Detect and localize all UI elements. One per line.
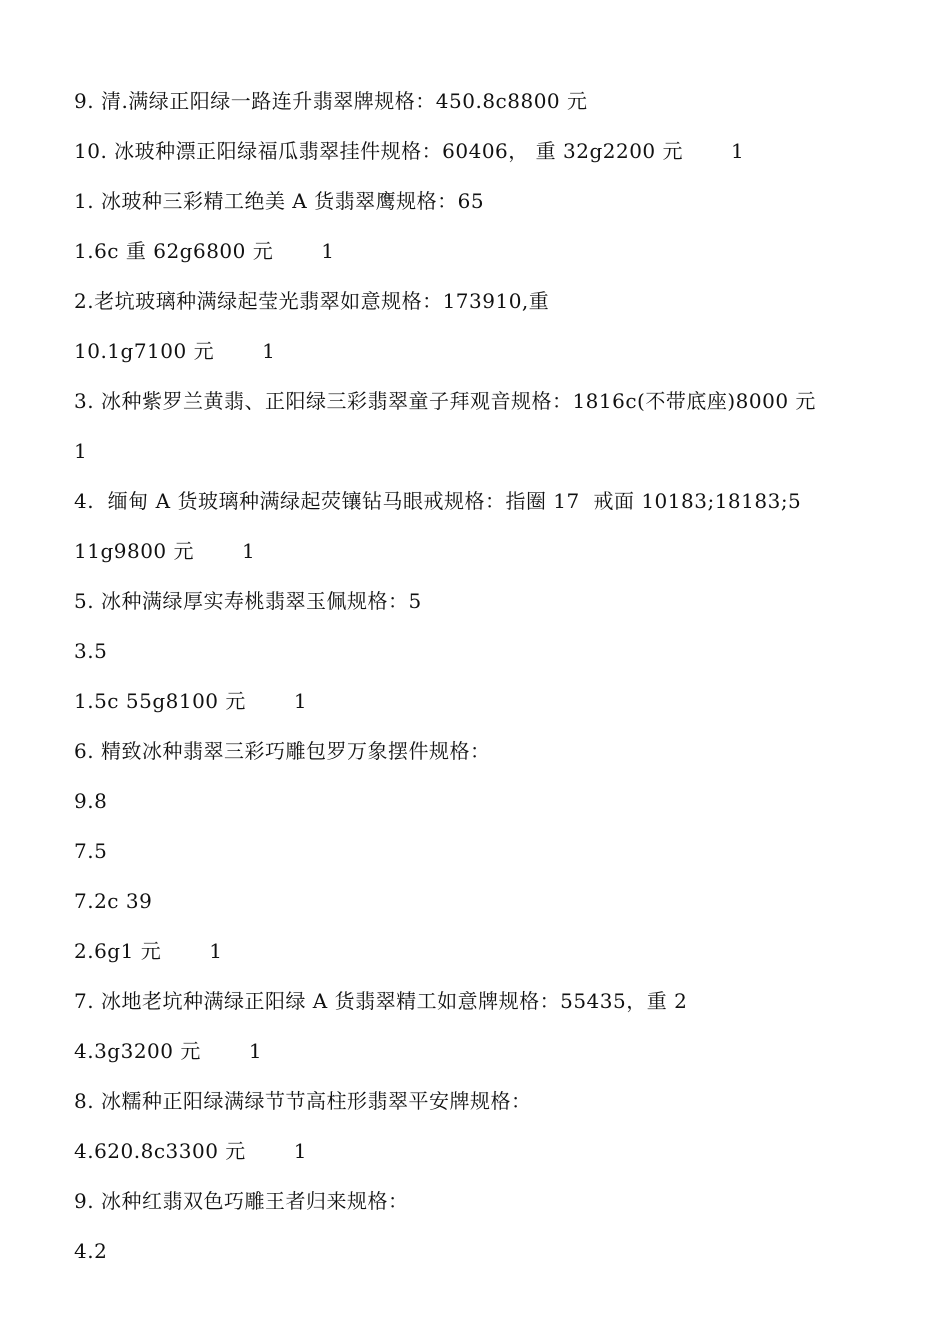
text-line: 10.1g7100 元 1 [74, 339, 276, 363]
text-line: 11g9800 元 1 [74, 539, 256, 563]
text-line: 4.620.8c3300 元 1 [74, 1139, 308, 1163]
text-line: 1 [74, 439, 88, 463]
text-line: 9.8 [74, 789, 108, 813]
text-line: 6. 精致冰种翡翠三彩巧雕包罗万象摆件规格： [74, 739, 491, 763]
text-line: 9. 清.满绿正阳绿一路连升翡翠牌规格：450.8c8800 元 [74, 89, 588, 113]
text-line: 5. 冰种满绿厚实寿桃翡翠玉佩规格：5 [74, 589, 422, 613]
text-line: 4.3g3200 元 1 [74, 1039, 263, 1063]
text-line: 7.5 [74, 839, 108, 863]
text-line: 9. 冰种红翡双色巧雕王者归来规格： [74, 1189, 409, 1213]
text-line: 7. 冰地老坑种满绿正阳绿 A 货翡翠精工如意牌规格：55435，重 2 [74, 989, 688, 1013]
text-line: 3.5 [74, 639, 108, 663]
text-line: 2.老坑玻璃种满绿起莹光翡翠如意规格：173910,重 [74, 289, 550, 313]
text-line: 1.6c 重 62g6800 元 1 [74, 239, 335, 263]
text-line: 3. 冰种紫罗兰黄翡、正阳绿三彩翡翠童子拜观音规格：1816c(不带底座)8000 元 [74, 389, 816, 413]
text-line: 2.6g1 元 1 [74, 939, 223, 963]
text-line: 4. 缅甸 A 货玻璃种满绿起荧镶钻马眼戒规格：指圈 17 戒面 10183;18183;5 [74, 489, 802, 513]
text-line: 1.5c 55g8100 元 1 [74, 689, 308, 713]
text-line: 4.2 [74, 1239, 108, 1263]
text-line: 8. 冰糯种正阳绿满绿节节高柱形翡翠平安牌规格： [74, 1089, 532, 1113]
text-line: 1. 冰玻种三彩精工绝美 A 货翡翠鹰规格：65 [74, 189, 485, 213]
text-line: 7.2c 39 [74, 889, 153, 913]
text-line: 10. 冰玻种漂正阳绿福瓜翡翠挂件规格：60406， 重 32g2200 元 1 [74, 139, 745, 163]
